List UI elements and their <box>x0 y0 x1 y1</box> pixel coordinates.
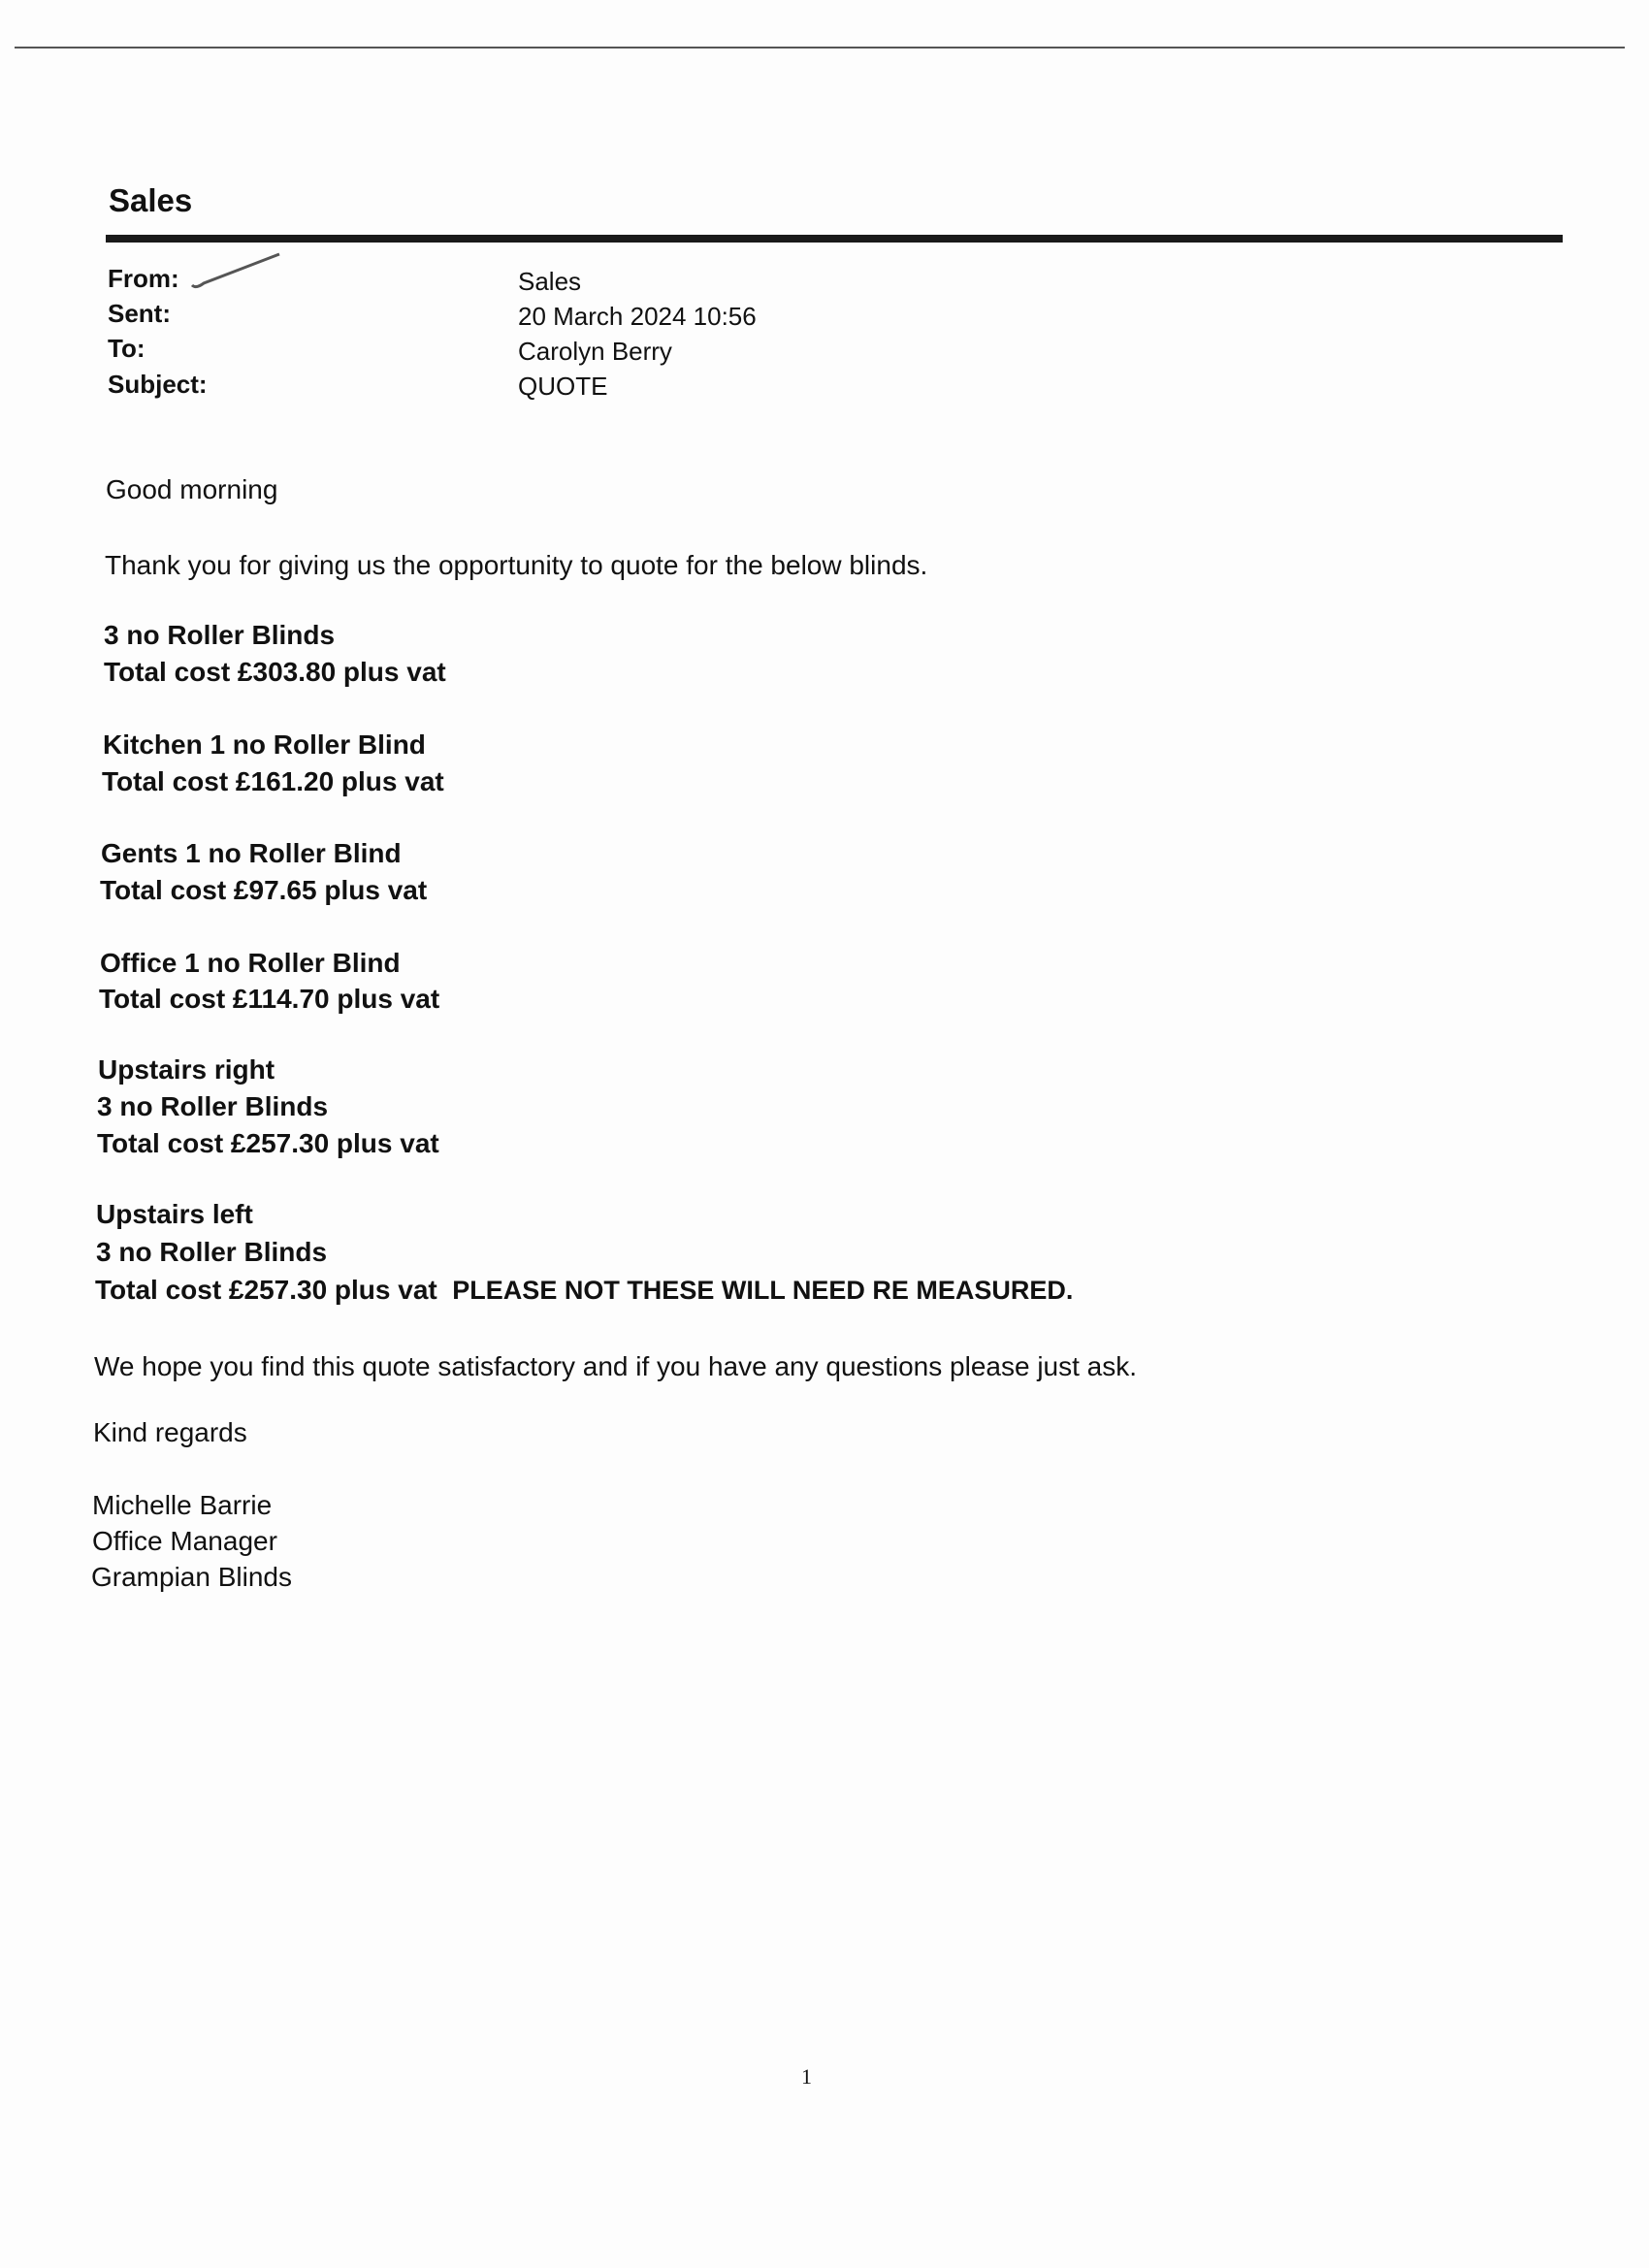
item-line: 3 no Roller Blinds <box>97 1091 329 1121</box>
item-cost: Total cost £114.70 plus vat <box>99 984 440 1014</box>
to-value: Carolyn Berry <box>518 337 672 366</box>
top-rule <box>15 47 1625 49</box>
greeting: Good morning <box>106 474 278 504</box>
item-cost: Total cost £97.65 plus vat <box>100 875 428 905</box>
item-cost: Total cost £257.30 plus vat <box>97 1128 439 1158</box>
title-divider <box>106 235 1563 243</box>
signature-company: Grampian Blinds <box>91 1562 292 1592</box>
pen-mark-icon <box>190 250 282 289</box>
item-line: Gents 1 no Roller Blind <box>101 838 402 868</box>
item-cost-text: Total cost £257.30 plus vat <box>95 1275 437 1305</box>
item-line: Office 1 no Roller Blind <box>100 948 401 978</box>
item-line: Upstairs left <box>96 1199 253 1229</box>
item-line: Upstairs right <box>98 1054 275 1085</box>
to-label: To: <box>108 334 146 363</box>
sent-value: 20 March 2024 10:56 <box>518 302 757 331</box>
item-cost: Total cost £161.20 plus vat <box>102 766 444 796</box>
subject-value: QUOTE <box>518 372 608 401</box>
page-number: 1 <box>801 2064 812 2089</box>
sent-label: Sent: <box>108 299 171 328</box>
page-title: Sales <box>109 182 193 218</box>
intro-text: Thank you for giving us the opportunity to quote for the below blinds. <box>105 550 928 580</box>
item-cost <box>95 1275 1073 1306</box>
closing-text: We hope you find this quote satisfactory and if you have any questions please just ask. <box>94 1351 1138 1381</box>
signature-role: Office Manager <box>92 1526 277 1556</box>
item-line: 3 no Roller Blinds <box>96 1237 328 1267</box>
signature-name: Michelle Barrie <box>92 1490 273 1520</box>
item-line: 3 no Roller Blinds <box>104 620 336 650</box>
from-value: Sales <box>518 267 582 296</box>
signoff: Kind regards <box>93 1417 247 1447</box>
item-line: Kitchen 1 no Roller Blind <box>103 729 426 760</box>
item-cost: Total cost £303.80 plus vat <box>104 657 446 687</box>
remeasure-note: PLEASE NOT THESE WILL NEED RE MEASURED. <box>452 1276 1074 1305</box>
subject-label: Subject: <box>108 370 208 399</box>
from-label: From: <box>108 264 179 293</box>
